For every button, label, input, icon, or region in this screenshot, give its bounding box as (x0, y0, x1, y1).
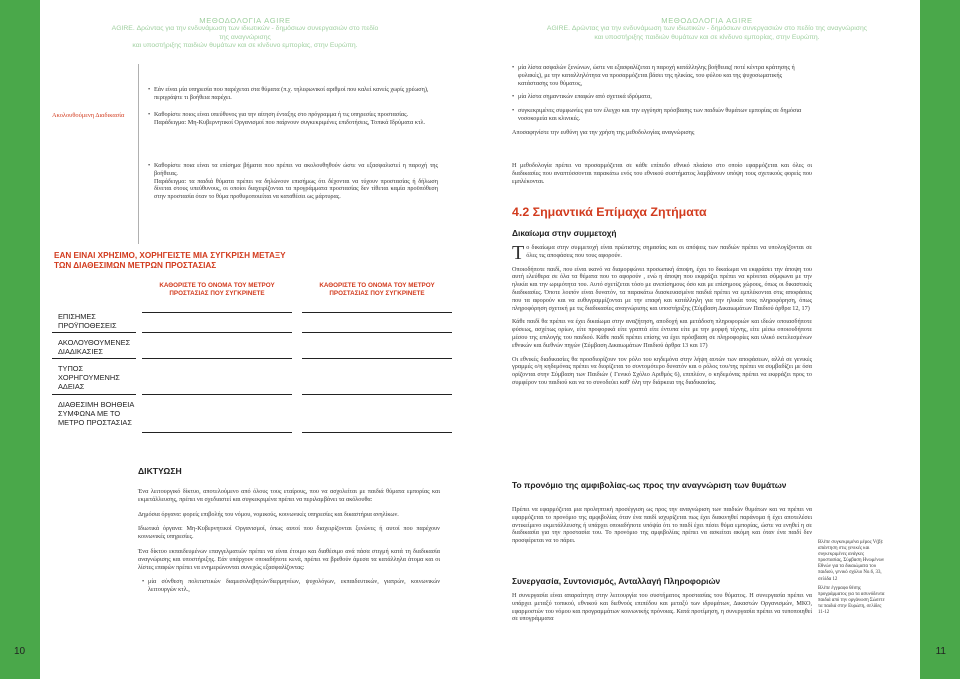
participation-p1: ο δικαίωμα στην συμμετοχή είναι πρώτιστης σημασίας και οι απόψεις των παιδιών πρέπει να υπολογίζονται σε όλες τις αποφάσεις που τους αφορούν. (526, 244, 812, 259)
right-header-title: ΜΕΘΟΔΟΛΟΓΙΑ AGIRE (661, 16, 753, 25)
right-bullets (512, 64, 812, 137)
bullet-item: • μία σύνθεση πολιτιστικών διαμεσολαβητών/διερμηνέων, ψυχολόγων, εκπαιδευτικών, γιατρών, κοινωνικών λειτουργών κτλ., (142, 578, 440, 594)
participation-section (512, 244, 812, 387)
section-title: 4.2 Σημαντικά Επίμαχα Ζητήματα (512, 205, 707, 219)
left-page-number: 10 (14, 646, 26, 657)
network-heading: ΔΙΚΤΥΩΣΗ (138, 466, 182, 476)
example-2: Παράδειγμα: τα παιδιά θύματα πρέπει να δηλώνουν επισήμως ότι δέχονται να τύχουν προστασίας ή δήλωση δίνεται στους υπεύθυνους, οι οποίοι διαχειρίζονται τα προγράμματα προστασίας δεν τίθεται καμία προϋπόθεση στην προστασία όταν το θύμα προθυμοποιείται να καταθέσει ως μάρτυρας. (154, 177, 438, 201)
right-page (480, 0, 960, 679)
example-1: Παράδειγμα: Μη-Κυβερνητικοί Οργανισμοί που παίρνουν συγκεκριμένες επιδοτήσεις, Τοπικά Ιδρύματα κτλ. (154, 118, 425, 126)
network-p2: Δημόσια όργανα: φορείς επιβολής του νόμου, νομικούς, κοινωνικές υπηρεσίες και δικαστήρια ανηλίκων. (138, 510, 399, 518)
benefit-of-doubt-paragraph: Πρέπει να εφαρμόζεται μια προληπτική προσέγγιση ως προς την αναγνώριση των παιδιών θυμάτων και να πρέπει να εφαρμόζεται το προνόμιο της αμφιβολίας όταν ένα παιδί ισχυρίζεται πως έχει διακινηθεί παράνομα ή έχει αποτελέσει αντικείμενο εκμετάλλευσης ή υπάρχει οποιαδήποτε υπόψία ότι το παιδί έχει πέσει θύμα εμπορίας, ώστε να ενηθεί η σε διαδικασία για την προστασία του. Το προνόμιο της αμφιβολίας πρέπει να ασκείται ακόμη και όταν ένα παιδί δεν προσφέρεται να το πάρει. (512, 506, 812, 545)
network-p4: Ένα δίκτυο εκπαιδευμένων επαγγελματιών πρέπει να είναι έτοιμο και διαθέσιμο ανά πάσα στιγμή κατά τη διαδικασία αναγνώρισης και υποστήριξης. Εάν υπάρχουν οποιαδήποτε κενά, πρέπει να βρεθούν άμεσα τα κατάλληλα άτομα και οι λίστες επαφών πρέπει να ενημερώνονται συνεχώς εξασφαλίζοντας: (138, 547, 440, 571)
bullets-low (148, 162, 438, 201)
table-line (302, 332, 452, 333)
table-line (142, 312, 292, 313)
table-row-label: ΑΚΟΛΟΥΘΟΥΜΕΝΕΣ ΔΙΑΔΙΚΑΣΙΕΣ (58, 338, 131, 356)
table-line (142, 394, 292, 395)
drop-cap: Τ (512, 242, 525, 264)
bullets-mid (148, 111, 438, 127)
table-row-label: ΔΙΑΘΕΣΙΜΗ ΒΟΗΘΕΙΑ ΣΥΜΦΩΝΑ ΜΕ ΤΟ ΜΕΤΡΟ ΠΡΟΣΤΑΣΙΑΣ (58, 400, 134, 427)
bullet-item: • μία λίστα σημαντικών επαφών από σχετικά ιδρύματα, (512, 93, 812, 101)
table-line (302, 358, 452, 359)
right-header-subtitle2: και υποστήριξης παιδιών θυμάτων και σε κίνδυνο εμπορίας, στην Ευρώπη. (594, 33, 820, 41)
bullet-item: • Καθορίστε ποιος είναι υπεύθυνος για την αίτηση ένταξης στο πρόγραμμα ή τις υπηρεσίες προστασίας. (148, 111, 438, 119)
table-line (142, 332, 292, 333)
cooperation-paragraph: Η συνεργασία είναι απαραίτητη στην λειτουργία του συστήματος προστασίας του θύματος. Η συνεργασία πρέπει να υπάρχει μεταξύ τοπικού, εθνικού και διεθνούς επιπέδου και μεταξύ των ιδρυμάτων, Δικαστών Οργανισμών, ΜΚΟ, εφαρμοστών του νόμου και προγραμμάτων κοινωνικής πρόνοιας. Κατά προτίμηση, η συνεργασία πρέπει να τυποποιηθεί σε υπογράμματα (512, 592, 812, 623)
network-p1: Ένα λειτουργικό δίκτυο, αποτελούμενο από όλους τους εταίρους, που να ασχολείται με παιδιά θύματα εμπορίας και εκμετάλλευσης, πρέπει να σχεδιαστεί και συγκεκριμένα πρέπει να περιλαμβάνει τα ακόλουθα: (138, 488, 440, 503)
bullet-item: • μία λίστα ασφαλών ξενώνων, ώστε να εξασφαλίζεται η παροχή κατάλληλης βοήθειας( ποτέ κέντρα κράτησης ή φυλακές), με την καταλληλότητα να προσαρμόζεται βάσει της ηλικίας, του φύλου και της ψυχοσωματικής κατάστασης του θύματος, (512, 64, 812, 87)
compare-heading (54, 251, 434, 271)
right-header (542, 17, 872, 42)
side-label: Ακολουθούμενη Διαδικασία (52, 112, 125, 119)
table-line (302, 312, 452, 313)
left-green-band (0, 0, 40, 679)
participation-p2: Οποιοδήποτε παιδί, που είναι ικανό να διαμορφώνει προσωπική άποψη, έχει το δικαίωμα να εκφράσει την άποψη του αυτή ελεύθερα σε όλα τα θέματα που το αφορούν , ενώ η άποψη που εκφράζει πρέπει να κρίνεται σύμφωνα με την ηλικία και την ωριμότητα του. Αυτό σχετίζεται τόσο με ανεπίσημους όσο και με επίσημους χώρους, όπως οι δικαστικές διαδικασίες. Όποτε λοιπόν είναι δυνατόν, τα παρακάτω διασκευασμένα παιδιά πρέπει να εμπλέκονται στις αποφάσεις που τα αφορούν και να ευθυγραμμίζονται με την επαφή και κατάλληλη για την ηλικία τους πληροφόρηση, όπως πληροφόρηση σχετική με τις διαδικασίες αναγνώρισης και υποστήριξης (Σύμβαση Δικαιωμάτων Παιδιού άρθρα 12, 17) (512, 265, 812, 312)
table-line (302, 394, 452, 395)
subheading-participation: Δικαίωμα στην συμμετοχή (512, 228, 617, 238)
table-line (52, 332, 136, 333)
table-row-label: ΤΥΠΟΣ ΧΟΡΗΓΟΥΜΕΝΗΣ ΑΔΕΙΑΣ (58, 364, 120, 391)
table-line (52, 394, 136, 395)
vertical-rule (138, 64, 139, 244)
bullet-item: • Εάν είναι μία υπηρεσία που παρέχεται στα θύματα (π.χ. τηλεφωνικοί αριθμοί που καλεί κανείς χωρίς χρέωση), περιγράψτε τι βοήθεια παρέχει. (148, 86, 438, 102)
bullet-item: • συγκεκριμένες συμφωνίες για τον έλεγχο και την εγγύηση πρόσβασης των παιδιών θυμάτων εμπορίας σε δημόσια νοσοκομεία και κλινικές. (512, 107, 812, 123)
compare-heading-line1: ΕΑΝ ΕΙΝΑΙ ΧΡΗΣΙΜΟ, ΧΟΡΗΓΕΙΣΤΕ ΜΙΑ ΣΥΓΚΡΙΣΗ ΜΕΤΑΞΥ (54, 251, 286, 260)
table-line (142, 432, 292, 433)
network-section (138, 488, 440, 594)
left-header-title: ΜΕΘΟΔΟΛΟΓΙΑ AGIRE (199, 16, 291, 25)
left-header (110, 17, 380, 51)
table-line (52, 358, 136, 359)
compare-heading-line2: ΤΩΝ ΔΙΑΘΕΣΙΜΩΝ ΜΕΤΡΩΝ ΠΡΟΣΤΑΣΙΑΣ (54, 261, 217, 270)
table-line (142, 358, 292, 359)
network-p3: Ιδιωτικά όργανα: Μη-Κυβερνητικοί Οργανισμοί, όπως αυτοί που διαχειρίζονται ξενώνες ή αυτοί που παρέχουν κοινωνικές υπηρεσίες. (138, 525, 440, 541)
bullets-top (148, 86, 438, 102)
responsibility-line: Αποσαφηνίστε την ευθύνη για την χρήση της μεθοδολογίας αναγνώρισης (512, 128, 695, 136)
left-header-subtitle: AGIRE. Δρώντας για την ενδυνάμωση των ιδιωτικών - δημόσιων συνεργασιών στο πεδίο της αναγνώρισης (111, 25, 379, 41)
footnotes (818, 540, 886, 619)
subheading-cooperation: Συνεργασία, Συντονισμός, Ανταλλαγή Πληροφοριών (512, 576, 721, 586)
bullet-item: • Καθορίστε ποια είναι τα επίσημα βήματα που πρέπει να ακολουθηθούν ώστε να εξασφαλιστεί η παροχή της βοήθειας. (148, 162, 438, 178)
table-col-header-1: ΚΑΘΟΡΙΣΤΕ ΤΟ ΟΝΟΜΑ ΤΟΥ ΜΕΤΡΟΥ ΠΡΟΣΤΑΣΙΑΣ ΠΟΥ ΣΥΓΚΡΙΝΕΤΕ (159, 282, 275, 297)
table-line (302, 432, 452, 433)
right-green-band (920, 0, 960, 679)
left-header-subtitle2: και υποστήριξης παιδιών θυμάτων και σε κίνδυνο εμπορίας, στην Ευρώπη. (132, 42, 358, 50)
right-page-number: 11 (935, 646, 946, 657)
footnote: Βλέπε συγκεκριμένα μέρος V(β): απάντηση στις γενικές και συγκεκριμένες ανάγκες προστασίας, Σύμβαση Ηνωμένων Εθνών για τα δικαιώματα του παιδιού, γενικό σχόλιο No.6, 33, σελίδα 12 (818, 540, 885, 582)
method-paragraph: Η μεθοδολογία πρέπει να προσαρμόζεται σε κάθε επίπεδο εθνικό πλαίσιο στο οποίο εφαρμόζεται και όλες οι διαδικασίες που αναπτύσσονται παρακάτω ενός του εθνικού συστήματος λαμβάνουν υπόψη τους σχετικούς φορείς που εμπλέκονται. (512, 162, 812, 185)
subheading-benefit-of-doubt: Το προνόμιο της αμφιβολίας-ως προς την αναγνώριση των θυμάτων (512, 480, 787, 490)
participation-p4: Οι εθνικές διαδικασίες θα προσδιορίζουν τον ρόλο του κηδεμόνα στην λήψη αυτών των αποφάσεων, αλλά σε γενικές γραμμές ο/η κηδεμόνας πρέπει να διορίζεται το συντομότερο δυνατόν και ο ρόλος του/της πρέπει να συμβαδίζει με όσα ορίζονται στην Σύμβαση των Παιδιών ( Γενικό Σχόλιο Αριθμός 6), επιπλέον, ο κηδεμόνας πρέπει να εκφράζει προς το συμφέρον του παιδιού και να το συνοδεύει καθ' όλη την διάρκεια της διαδικασίας. (512, 355, 812, 386)
footnote: Βλέπε έγγραφο θέσης προγράμματος για τα ασυνόδευτα παιδιά από την οργάνωση Σώσετε τα παιδιά στην Ευρώπη, σελίδες 11-12 (818, 585, 885, 616)
participation-p3: Κάθε παιδί θα πρέπει να έχει δικαίωμα στην αναζήτηση, αποδοχή και μετάδοση πληροφοριών και ιδεών οποιασδήποτε φύσεως, ασχέτως ορίων, είτε προφορικά είτε γραπτά είτε έντυπα είτε με την μορφή τέχνης, είτε μέσω οποιουδήποτε μέσου της επιλογής του παιδιού. Κάθε παιδί πρέπει επίσης να έχει πρόσβαση σε πληροφορίες και υλικό εκτελεσμένων εθνικών και διεθνών πηγών (Σύμβαση Δικαιωμάτων Παιδιού άρθρα 13 και 17) (512, 318, 812, 349)
table-row-label: ΕΠΙΣΗΜΕΣ ΠΡΟΫΠΟΘΕΣΕΙΣ (58, 312, 117, 330)
table-col-header-2: ΚΑΘΟΡΙΣΤΕ ΤΟ ΟΝΟΜΑ ΤΟΥ ΜΕΤΡΟΥ ΠΡΟΣΤΑΣΙΑΣ ΠΟΥ ΣΥΓΚΡΙΝΕΤΕ (319, 282, 435, 297)
right-header-subtitle: AGIRE. Δρώντας για την ενδυνάμωση των ιδιωτικών - δημόσιων συνεργασιών στο πεδίο της αναγνώρισης (546, 25, 868, 33)
